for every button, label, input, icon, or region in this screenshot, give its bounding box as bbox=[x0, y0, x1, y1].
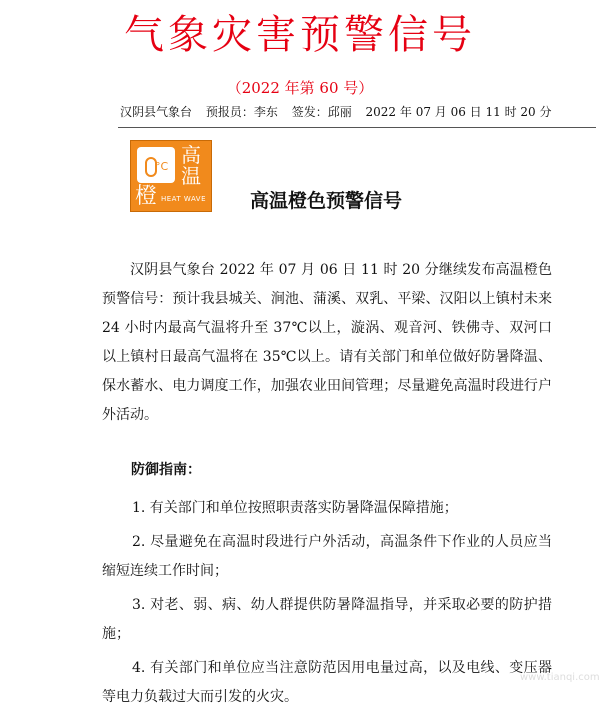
signer: 签发：邱丽 bbox=[291, 105, 352, 119]
forecaster: 预报员：李东 bbox=[205, 105, 278, 119]
header-divider bbox=[118, 127, 596, 128]
icon-char-mid: 温 bbox=[181, 164, 201, 188]
issue-datetime: 2022 年 07 月 06 日 11 时 20 分 bbox=[365, 105, 552, 119]
thermometer-icon bbox=[137, 147, 175, 183]
icon-char-bottom: 橙 bbox=[135, 184, 158, 209]
document-title: 气象灾害预警信号 bbox=[124, 12, 476, 58]
issuer: 汉阴县气象台 bbox=[120, 105, 193, 119]
defense-guide-list bbox=[102, 494, 552, 717]
list-item: 4. 有关部门和单位应当注意防范因用电量过高，以及电线、变压器等电力负载过大而引发的火灾。 bbox=[102, 660, 552, 705]
watermark: www.tianqi.com bbox=[520, 672, 600, 683]
signal-title: 高温橙色预警信号 bbox=[250, 190, 403, 212]
list-item: 1. 有关部门和单位按照职责落实防暑降温保障措施； bbox=[132, 500, 458, 516]
meta-line bbox=[120, 103, 560, 121]
degree-label: °C bbox=[155, 160, 169, 173]
list-item: 2. 尽量避免在高温时段进行户外活动，高温条件下作业的人员应当缩短连续工作时间； bbox=[102, 534, 552, 579]
icon-char-top: 高 bbox=[181, 143, 201, 167]
defense-guide-heading: 防御指南： bbox=[131, 462, 201, 478]
warning-body-text: 汉阴县气象台 2022 年 07 月 06 日 11 时 20 分继续发布高温橙色预警信号：预计我县城关、涧池、蒲溪、双乳、平梁、汉阳以上镇村未来 24 小时内最高气温将升至 37℃以上，漩涡、观音河、铁佛寺、双河口以上镇村日最高气温将在 35℃以上。请有关部门和单位做好防暑降温、保水蓄水、电力调度工作，加强农业田间管理；尽量避免高温时段进行户外活动。 bbox=[102, 262, 552, 423]
list-item: 3. 对老、弱、病、幼人群提供防暑降温指导，并采取必要的防护措施； bbox=[102, 597, 552, 642]
icon-english-label: HEAT WAVE bbox=[161, 195, 207, 203]
high-temperature-orange-icon bbox=[130, 140, 212, 212]
issue-number: （2022 年第 60 号） bbox=[226, 79, 374, 97]
